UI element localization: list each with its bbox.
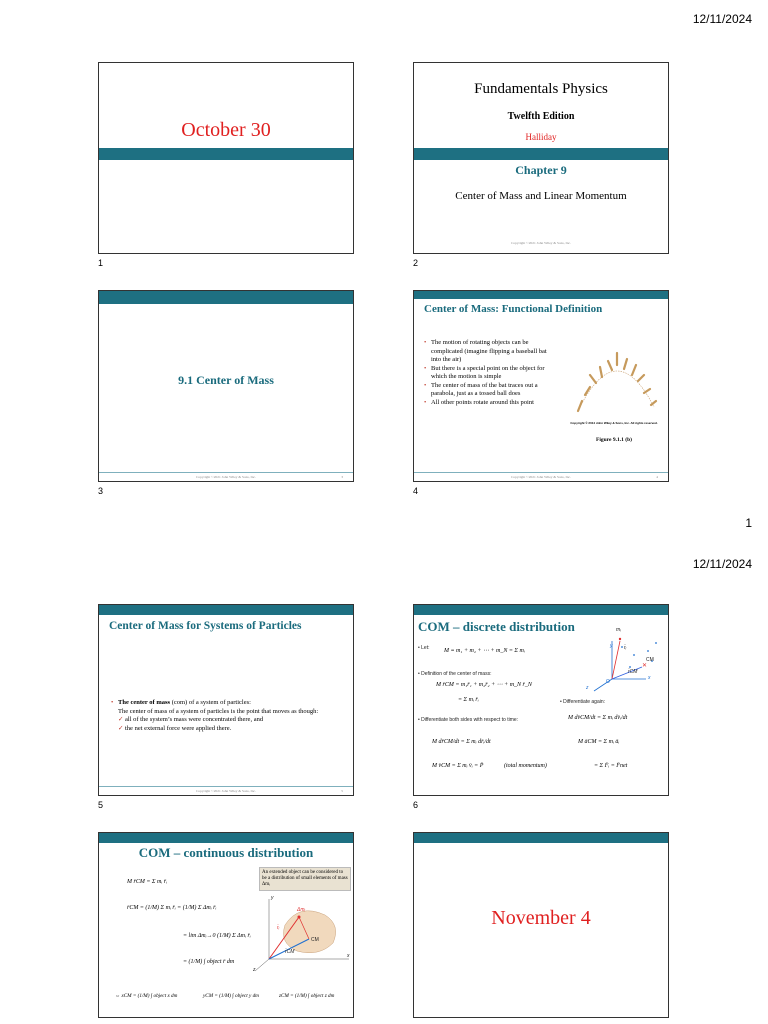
- bullet-list: [111, 699, 347, 708]
- book-title: Fundamentals Physics: [474, 81, 608, 97]
- rcm-label: r̄CM: [285, 949, 295, 955]
- equation: zCM = (1/M) ∫ object z dm: [279, 993, 335, 999]
- body-line: The center of mass of a system of particles is the point that moves as though:: [118, 707, 319, 715]
- axis-z-label: z: [586, 685, 589, 691]
- slide-title: Center of Mass: Functional Definition: [424, 303, 603, 315]
- slide-7: [98, 832, 354, 1018]
- definition-text: Definition of the center of mass:: [421, 671, 492, 677]
- equation: = (1/M) ∫ object r̄ dm: [183, 959, 235, 965]
- tossed-bat-figure: [574, 345, 660, 415]
- slide-number: 6: [413, 800, 419, 810]
- equation: M āCM = Σ mᵢ āᵢ: [578, 739, 620, 745]
- bullet-rest: (com) of a system of particles:: [170, 699, 251, 706]
- footer-slide-number: 5: [341, 789, 343, 793]
- ri-label: r̄ᵢ: [624, 645, 627, 651]
- bold-term: The center of mass: [118, 699, 171, 706]
- chapter: Chapter 9: [515, 163, 567, 177]
- equation: = Σ mᵢ r̄ᵢ: [458, 697, 479, 703]
- axis-x-label: x: [648, 675, 651, 681]
- total-momentum: (total momentum): [504, 763, 547, 769]
- equation: M r̄CM = m₁r̄₁ + m₂r̄₂ + ⋯ + m_N r̄_N: [436, 682, 532, 688]
- axis-z-label: z: [253, 967, 256, 973]
- equation: yCM = (1/M) ∫ object y dm: [203, 993, 259, 999]
- slide-2: [413, 62, 669, 254]
- bullet-item: [111, 699, 347, 708]
- rcm-label: r̄CM: [628, 669, 638, 675]
- differentiate-text: Differentiate both sides with respect to time:: [421, 717, 519, 723]
- slide-number: 1: [98, 258, 104, 268]
- footer-slide-number: 3: [341, 475, 343, 479]
- equation: r̄CM = (1/M) Σ mᵢ r̄ᵢ = (1/M) Σ Δmᵢ r̄ᵢ: [127, 905, 217, 911]
- coordinate-diagram: [582, 631, 668, 693]
- slide-body: [111, 699, 347, 733]
- header-band: [414, 605, 668, 615]
- ri-label: r̄ᵢ: [277, 925, 280, 931]
- slide-title: November 4: [491, 907, 591, 929]
- slide-5: [98, 604, 354, 796]
- copyright: Copyright ©2021 John Wiley & Sons, Inc.: [511, 475, 571, 479]
- page-date: 12/11/2024: [692, 12, 752, 26]
- differentiate-label: • Differentiate both sides with respect to time:: [418, 717, 519, 723]
- differentiate-again-label: • Differentiate again:: [560, 699, 606, 705]
- mi-label: mᵢ: [616, 627, 621, 633]
- footer-line: [99, 472, 353, 473]
- cm-marker: ✕: [642, 663, 648, 669]
- header-band: [99, 605, 353, 615]
- equation: M ≡ m₁ + m₂ + ⋯ + m_N = Σ mᵢ: [444, 648, 525, 654]
- header-band: [99, 148, 353, 160]
- image-copyright: Copyright © 2014 John Wiley & Sons, Inc. All rights reserved.: [570, 421, 658, 425]
- check-item: ✓ the net external force were applied there.: [118, 725, 347, 734]
- copyright: Copyright ©2021 John Wiley & Sons, Inc.: [196, 789, 256, 793]
- let-label: • Let:: [418, 645, 430, 651]
- axis-y-label: y: [610, 643, 613, 649]
- slide-title: COM – continuous distribution: [138, 845, 314, 860]
- bullet-list: [424, 339, 554, 408]
- axis-x-label: x: [347, 953, 350, 959]
- callout-box: An extended object can be considered to be a distribution of small elements of mass Δmᵢ: [259, 867, 351, 891]
- header-band: [414, 833, 668, 843]
- definition-label: • Definition of the center of mass:: [418, 671, 492, 677]
- bullet-item: • All other points rotate around this point: [424, 399, 554, 408]
- slide-number: 4: [413, 486, 419, 496]
- origin-label: O: [606, 679, 610, 685]
- header-band: [99, 833, 353, 843]
- slide-1: [98, 62, 354, 254]
- slide-title: October 30: [181, 119, 271, 141]
- check-list: [111, 716, 347, 733]
- bullet-item: • The center of mass of the bat traces out a parabola, just as a tossed ball does: [424, 382, 554, 399]
- cm-label: CM: [646, 657, 654, 663]
- bullet-item: • The motion of rotating objects can be complicated (imagine flipping a baseball bat into the air): [424, 339, 554, 365]
- slide-4: [413, 290, 669, 482]
- slide-number: 3: [98, 486, 104, 496]
- cm-label: CM: [311, 937, 319, 943]
- footer-line: [414, 472, 668, 473]
- equation: ⇔ xCM = (1/M) ∫ object x dm: [115, 993, 178, 999]
- equation: M r̄CM = Σ mᵢ r̄ᵢ: [127, 879, 168, 885]
- bullet-item: • But there is a special point on the object for which the motion is simple: [424, 365, 554, 382]
- author: Halliday: [525, 132, 557, 142]
- dm-label: Δmᵢ: [297, 907, 306, 913]
- slide-6: [413, 604, 669, 796]
- equation: M dr̄CM/dt = Σ mᵢ dr̄ᵢ/dt: [432, 739, 491, 745]
- footer-slide-number: 4: [656, 475, 658, 479]
- equation: = lim Δmᵢ→0 (1/M) Σ Δmᵢ r̄ᵢ: [183, 933, 251, 939]
- page-number: 1: [745, 516, 752, 530]
- differentiate-again-text: Differentiate again:: [563, 699, 606, 705]
- edition: Twelfth Edition: [507, 111, 575, 122]
- axis-y-label: y: [271, 895, 274, 901]
- slide-3: [98, 290, 354, 482]
- slide-number: 5: [98, 800, 104, 810]
- header-band: [414, 148, 668, 160]
- copyright: Copyright ©2021 John Wiley & Sons, Inc.: [511, 241, 571, 245]
- copyright: Copyright ©2021 John Wiley & Sons, Inc.: [196, 475, 256, 479]
- header-band: [99, 291, 353, 304]
- page-date: 12/11/2024: [692, 557, 752, 571]
- let-text: Let:: [421, 645, 430, 651]
- chapter-subtitle: Center of Mass and Linear Momentum: [455, 190, 627, 202]
- equation: M dv̄CM/dt = Σ mᵢ dv̄ᵢ/dt: [568, 715, 628, 721]
- header-band: [414, 291, 668, 299]
- slide-8: [413, 832, 669, 1018]
- check-item: ✓ all of the system’s mass were concentrated there, and: [118, 716, 347, 725]
- slide-title: Center of Mass for Systems of Particles: [109, 620, 302, 632]
- slide-number: 2: [413, 258, 419, 268]
- figure-caption: Figure 9.1.1 (b): [596, 437, 632, 443]
- footer-line: [99, 786, 353, 787]
- slide-title: COM – discrete distribution: [418, 619, 575, 634]
- equation: = Σ F̄ᵢ = F̄net: [594, 763, 628, 769]
- equation: M v̄CM = Σ mᵢ v̄ᵢ = P̄: [432, 763, 484, 769]
- section-title: 9.1 Center of Mass: [178, 373, 274, 387]
